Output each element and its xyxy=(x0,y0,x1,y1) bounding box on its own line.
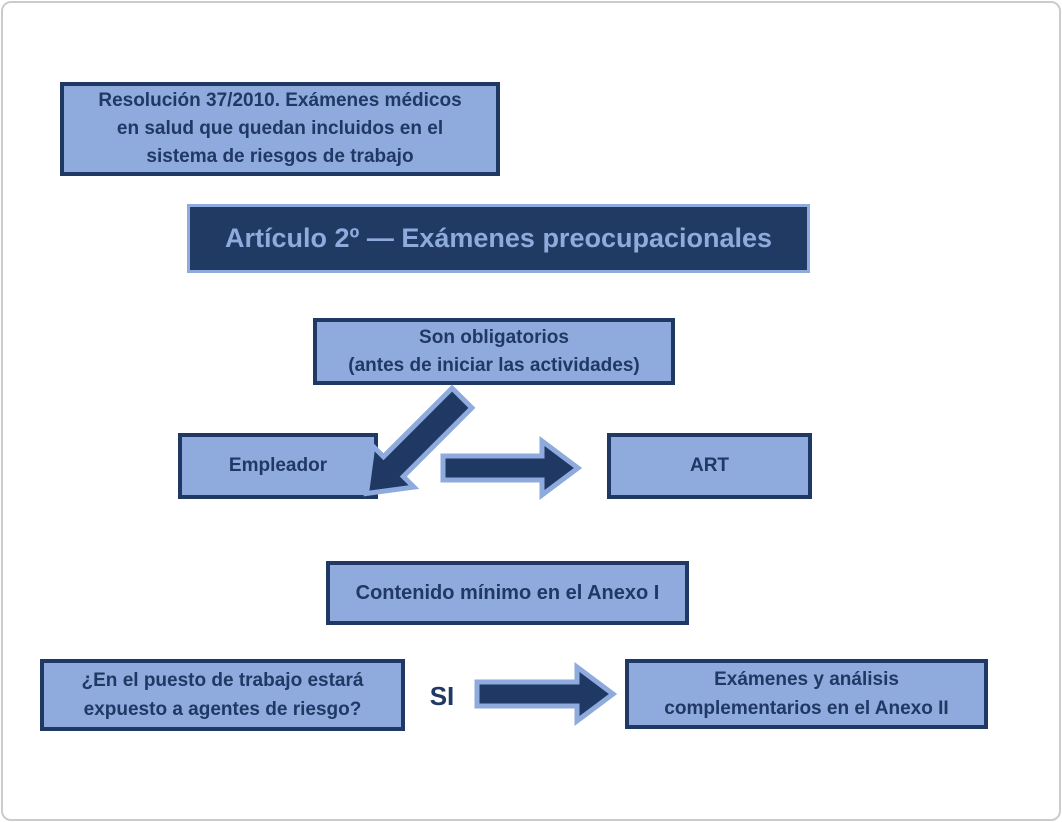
annex2-exams-line: Exámenes y análisis xyxy=(714,669,899,690)
risk-question-box xyxy=(40,659,405,731)
art-box xyxy=(607,433,812,499)
employer-label: Empleador xyxy=(228,455,328,476)
annex1-content-box xyxy=(326,561,689,625)
mandatory-line: Son obligatorios xyxy=(419,326,569,348)
risk-question-line: ¿En el puesto de trabajo estará xyxy=(81,670,364,691)
mandatory-line: (antes de iniciar las actividades) xyxy=(348,354,640,376)
art-label: ART xyxy=(689,455,730,476)
annex2-exams-box xyxy=(625,659,988,729)
article-title-text: Artículo 2º — Exámenes preocupacionales xyxy=(224,223,773,253)
risk-question-line: expuesto a agentes de riesgo? xyxy=(83,699,362,720)
resolution-header-line: sistema de riesgos de trabajo xyxy=(146,146,414,167)
resolution-header-box xyxy=(60,82,500,176)
yes-label xyxy=(420,676,464,716)
resolution-header-line: Resolución 37/2010. Exámenes médicos xyxy=(98,90,462,111)
employer-box xyxy=(178,433,378,499)
resolution-header-line: en salud que quedan incluidos en el xyxy=(116,118,444,139)
article-title-bar xyxy=(187,204,810,273)
mandatory-box xyxy=(313,318,675,385)
annex1-content-label: Contenido mínimo en el Anexo I xyxy=(355,582,660,604)
yes-label-text: SI xyxy=(429,680,455,711)
annex2-exams-line: complementarios en el Anexo II xyxy=(664,698,949,719)
